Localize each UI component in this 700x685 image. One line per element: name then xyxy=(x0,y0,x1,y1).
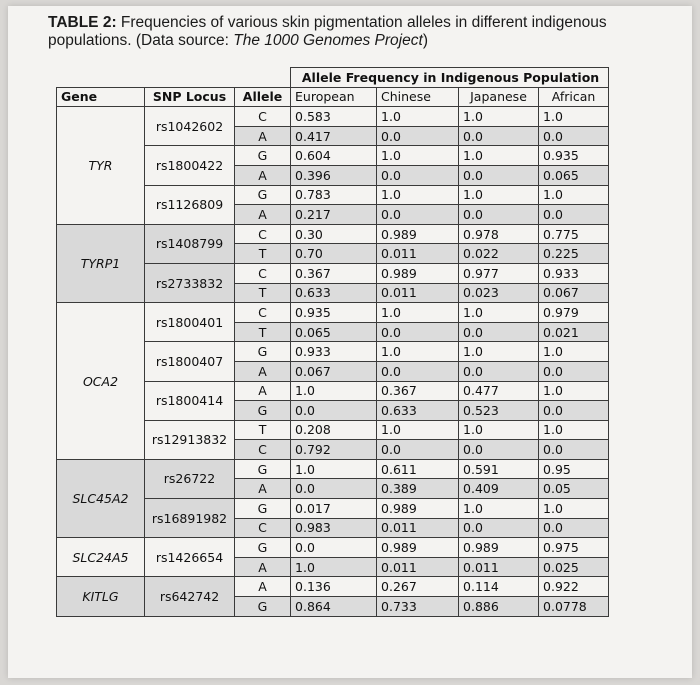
allele-cell: C xyxy=(235,224,291,244)
caption-label: TABLE 2: xyxy=(48,14,117,31)
chinese-cell: 0.989 xyxy=(377,224,459,244)
caption-text-2: populations. (Data source: xyxy=(48,32,234,49)
african-cell: 1.0 xyxy=(539,342,609,362)
allele-cell: A xyxy=(235,165,291,185)
japanese-cell: 0.0 xyxy=(459,165,539,185)
chinese-cell: 0.011 xyxy=(377,557,459,577)
european-cell: 0.396 xyxy=(291,165,377,185)
caption-text-1: Frequencies of various skin pigmentation alleles in different indigenous xyxy=(116,14,607,31)
chinese-cell: 1.0 xyxy=(377,185,459,205)
table-row xyxy=(57,224,609,244)
african-cell: 0.922 xyxy=(539,577,609,597)
european-cell: 1.0 xyxy=(291,557,377,577)
chinese-cell: 0.989 xyxy=(377,263,459,283)
allele-cell: C xyxy=(235,303,291,323)
chinese-cell: 0.011 xyxy=(377,518,459,538)
snp-cell: rs12913832 xyxy=(145,420,235,459)
european-cell: 0.017 xyxy=(291,499,377,519)
snp-cell: rs1800414 xyxy=(145,381,235,420)
allele-cell: C xyxy=(235,518,291,538)
chinese-cell: 0.0 xyxy=(377,361,459,381)
allele-cell: G xyxy=(235,459,291,479)
african-cell: 0.975 xyxy=(539,538,609,558)
snp-cell: rs1800407 xyxy=(145,342,235,381)
allele-cell: G xyxy=(235,146,291,166)
african-cell: 0.067 xyxy=(539,283,609,303)
chinese-cell: 1.0 xyxy=(377,107,459,127)
allele-cell: C xyxy=(235,263,291,283)
european-cell: 0.583 xyxy=(291,107,377,127)
african-cell: 0.979 xyxy=(539,303,609,323)
gene-cell: TYRP1 xyxy=(57,224,145,302)
allele-cell: A xyxy=(235,577,291,597)
snp-cell: rs1126809 xyxy=(145,185,235,224)
chinese-cell: 1.0 xyxy=(377,420,459,440)
african-cell: 0.0 xyxy=(539,126,609,146)
snp-cell: rs642742 xyxy=(145,577,235,616)
allele-cell: T xyxy=(235,420,291,440)
european-cell: 0.70 xyxy=(291,244,377,264)
european-cell: 0.792 xyxy=(291,440,377,460)
japanese-cell: 1.0 xyxy=(459,146,539,166)
european-cell: 0.935 xyxy=(291,303,377,323)
african-cell: 0.065 xyxy=(539,165,609,185)
table-caption xyxy=(48,14,648,50)
japanese-cell: 1.0 xyxy=(459,420,539,440)
header-snp: SNP Locus xyxy=(145,87,235,107)
chinese-cell: 0.367 xyxy=(377,381,459,401)
european-cell: 0.30 xyxy=(291,224,377,244)
chinese-cell: 0.0 xyxy=(377,165,459,185)
gene-cell: TYR xyxy=(57,107,145,225)
allele-cell: G xyxy=(235,597,291,617)
allele-cell: A xyxy=(235,557,291,577)
allele-cell: A xyxy=(235,479,291,499)
european-cell: 0.604 xyxy=(291,146,377,166)
chinese-cell: 0.267 xyxy=(377,577,459,597)
japanese-cell: 0.409 xyxy=(459,479,539,499)
chinese-cell: 0.733 xyxy=(377,597,459,617)
header-chinese: Chinese xyxy=(377,87,459,107)
snp-cell: rs1800401 xyxy=(145,303,235,342)
japanese-cell: 1.0 xyxy=(459,342,539,362)
african-cell: 1.0 xyxy=(539,185,609,205)
gene-cell: SLC24A5 xyxy=(57,538,145,577)
european-cell: 0.067 xyxy=(291,361,377,381)
european-cell: 0.864 xyxy=(291,597,377,617)
japanese-cell: 0.886 xyxy=(459,597,539,617)
european-cell: 0.783 xyxy=(291,185,377,205)
african-cell: 0.0778 xyxy=(539,597,609,617)
african-cell: 0.935 xyxy=(539,146,609,166)
chinese-cell: 0.989 xyxy=(377,499,459,519)
japanese-cell: 1.0 xyxy=(459,499,539,519)
japanese-cell: 1.0 xyxy=(459,185,539,205)
header-european: European xyxy=(291,87,377,107)
chinese-cell: 0.011 xyxy=(377,283,459,303)
japanese-cell: 0.523 xyxy=(459,401,539,421)
japanese-cell: 0.0 xyxy=(459,361,539,381)
african-cell: 0.95 xyxy=(539,459,609,479)
snp-cell: rs1042602 xyxy=(145,107,235,146)
table-row xyxy=(57,538,609,558)
european-cell: 0.217 xyxy=(291,205,377,225)
header-african: African xyxy=(539,87,609,107)
japanese-cell: 0.011 xyxy=(459,557,539,577)
japanese-cell: 0.0 xyxy=(459,126,539,146)
japanese-cell: 0.0 xyxy=(459,322,539,342)
allele-cell: A xyxy=(235,205,291,225)
chinese-cell: 1.0 xyxy=(377,146,459,166)
snp-cell: rs1408799 xyxy=(145,224,235,263)
european-cell: 0.0 xyxy=(291,401,377,421)
header-allele: Allele xyxy=(235,87,291,107)
allele-cell: A xyxy=(235,361,291,381)
african-cell: 0.05 xyxy=(539,479,609,499)
chinese-cell: 0.389 xyxy=(377,479,459,499)
african-cell: 0.775 xyxy=(539,224,609,244)
european-cell: 0.0 xyxy=(291,479,377,499)
chinese-cell: 1.0 xyxy=(377,342,459,362)
allele-cell: G xyxy=(235,538,291,558)
european-cell: 0.367 xyxy=(291,263,377,283)
table-row xyxy=(57,303,609,323)
group-header: Allele Frequency in Indigenous Population xyxy=(291,68,609,88)
japanese-cell: 0.0 xyxy=(459,205,539,225)
european-cell: 0.417 xyxy=(291,126,377,146)
japanese-cell: 0.114 xyxy=(459,577,539,597)
allele-cell: G xyxy=(235,401,291,421)
chinese-cell: 0.989 xyxy=(377,538,459,558)
european-cell: 0.633 xyxy=(291,283,377,303)
african-cell: 0.225 xyxy=(539,244,609,264)
header-row xyxy=(57,87,609,107)
snp-cell: rs2733832 xyxy=(145,263,235,302)
european-cell: 1.0 xyxy=(291,381,377,401)
allele-cell: T xyxy=(235,283,291,303)
african-cell: 0.0 xyxy=(539,440,609,460)
japanese-cell: 0.977 xyxy=(459,263,539,283)
japanese-cell: 0.022 xyxy=(459,244,539,264)
european-cell: 1.0 xyxy=(291,459,377,479)
table-row xyxy=(57,107,609,127)
african-cell: 1.0 xyxy=(539,420,609,440)
european-cell: 0.0 xyxy=(291,538,377,558)
allele-cell: C xyxy=(235,107,291,127)
allele-cell: T xyxy=(235,322,291,342)
gene-cell: KITLG xyxy=(57,577,145,616)
african-cell: 0.0 xyxy=(539,518,609,538)
snp-cell: rs1800422 xyxy=(145,146,235,185)
header-row-group xyxy=(57,68,609,88)
allele-frequency-table xyxy=(56,67,609,617)
allele-cell: A xyxy=(235,126,291,146)
chinese-cell: 0.0 xyxy=(377,126,459,146)
chinese-cell: 0.0 xyxy=(377,440,459,460)
japanese-cell: 0.989 xyxy=(459,538,539,558)
japanese-cell: 0.477 xyxy=(459,381,539,401)
header-gene: Gene xyxy=(57,87,145,107)
table-row xyxy=(57,459,609,479)
japanese-cell: 0.978 xyxy=(459,224,539,244)
african-cell: 0.933 xyxy=(539,263,609,283)
chinese-cell: 0.0 xyxy=(377,205,459,225)
european-cell: 0.065 xyxy=(291,322,377,342)
african-cell: 1.0 xyxy=(539,381,609,401)
snp-cell: rs16891982 xyxy=(145,499,235,538)
allele-cell: G xyxy=(235,342,291,362)
chinese-cell: 0.633 xyxy=(377,401,459,421)
african-cell: 0.0 xyxy=(539,205,609,225)
african-cell: 1.0 xyxy=(539,499,609,519)
japanese-cell: 0.023 xyxy=(459,283,539,303)
header-japanese: Japanese xyxy=(459,87,539,107)
african-cell: 1.0 xyxy=(539,107,609,127)
caption-source: The 1000 Genomes Project xyxy=(233,32,423,49)
chinese-cell: 1.0 xyxy=(377,303,459,323)
african-cell: 0.025 xyxy=(539,557,609,577)
allele-cell: T xyxy=(235,244,291,264)
european-cell: 0.983 xyxy=(291,518,377,538)
gene-cell: SLC45A2 xyxy=(57,459,145,537)
european-cell: 0.933 xyxy=(291,342,377,362)
japanese-cell: 1.0 xyxy=(459,303,539,323)
european-cell: 0.208 xyxy=(291,420,377,440)
african-cell: 0.0 xyxy=(539,401,609,421)
chinese-cell: 0.611 xyxy=(377,459,459,479)
snp-cell: rs26722 xyxy=(145,459,235,498)
chinese-cell: 0.011 xyxy=(377,244,459,264)
chinese-cell: 0.0 xyxy=(377,322,459,342)
european-cell: 0.136 xyxy=(291,577,377,597)
allele-cell: G xyxy=(235,499,291,519)
japanese-cell: 1.0 xyxy=(459,107,539,127)
allele-cell: G xyxy=(235,185,291,205)
african-cell: 0.0 xyxy=(539,361,609,381)
japanese-cell: 0.0 xyxy=(459,518,539,538)
african-cell: 0.021 xyxy=(539,322,609,342)
japanese-cell: 0.591 xyxy=(459,459,539,479)
snp-cell: rs1426654 xyxy=(145,538,235,577)
gene-cell: OCA2 xyxy=(57,303,145,460)
allele-cell: A xyxy=(235,381,291,401)
caption-close: ) xyxy=(422,32,428,49)
table-row xyxy=(57,577,609,597)
japanese-cell: 0.0 xyxy=(459,440,539,460)
allele-cell: C xyxy=(235,440,291,460)
